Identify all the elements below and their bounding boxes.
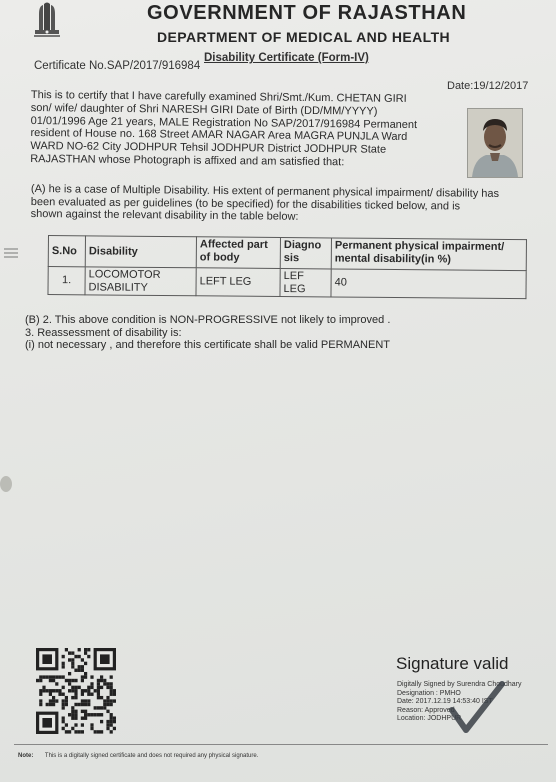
intro-line: RAJASTHAN whose Photograph is affixed and am satisfied that: bbox=[30, 152, 345, 169]
certificate-number: Certificate No.SAP/2017/916984 bbox=[34, 60, 201, 72]
header-disability: Disability bbox=[85, 236, 196, 268]
table-header-row bbox=[48, 236, 526, 271]
intro-line: resident of House no. 168 Street AMAR NAGAR Area MAGRA PUNJLA Ward bbox=[30, 127, 408, 144]
signature-detail-line: Designation : PMHO bbox=[397, 689, 461, 697]
intro-line: This is to certify that I have carefully examined Shri/Smt./Kum. CHETAN GIRI bbox=[30, 89, 407, 105]
intro-paragraph bbox=[30, 89, 461, 170]
section-a bbox=[31, 183, 541, 226]
cell-disability: LOCOMOTOR DISABILITY bbox=[85, 267, 196, 296]
certificate-date: Date:19/12/2017 bbox=[447, 80, 529, 92]
disability-table bbox=[47, 235, 527, 299]
section-a-line: shown against the relevant disability in the table below: bbox=[30, 207, 299, 223]
punch-hole bbox=[0, 476, 12, 492]
qr-code-icon bbox=[36, 648, 116, 734]
note-label: Note: bbox=[18, 753, 34, 759]
header-sno: S.No bbox=[48, 236, 85, 267]
note-text: This is a digitally signed certificate and does not required any physical signature. bbox=[44, 753, 259, 759]
form-title: Disability Certificate (Form-IV) bbox=[204, 52, 369, 64]
table-row bbox=[48, 267, 526, 299]
header-affected-part: Affected part of body bbox=[196, 237, 280, 269]
intro-line: 01/01/1996 Age 21 years, MALE Registration No SAP/2017/916984 Permanent bbox=[30, 114, 418, 131]
section-b bbox=[25, 314, 390, 352]
applicant-photo bbox=[467, 108, 523, 178]
signature-detail-line: Location: JODHPUR bbox=[397, 715, 462, 722]
cell-affected-part: LEFT LEG bbox=[196, 268, 280, 297]
footer-divider bbox=[14, 744, 548, 745]
cell-percent: 40 bbox=[331, 269, 526, 299]
header-percent: Permanent physical impairment/ mental disability(in %) bbox=[331, 238, 526, 271]
header-diagnosis: Diagno sis bbox=[280, 238, 331, 269]
valid-checkmark-icon bbox=[448, 680, 508, 740]
signature-detail-line: Reason: Approved bbox=[397, 706, 455, 714]
section-a-line: (A) he is a case of Multiple Disability. His extent of permanent physical impairment/ disability has bbox=[30, 183, 500, 200]
section-b-line: (i) not necessary , and therefore this certificate shall be valid PERMANENT bbox=[25, 339, 390, 351]
section-b-line: (B) 2. This above condition is NON-PROGRESSIVE not likely to improved . bbox=[25, 314, 391, 326]
cell-diagnosis: LEF LEG bbox=[280, 269, 331, 297]
department-heading: DEPARTMENT OF MEDICAL AND HEALTH bbox=[157, 29, 451, 45]
signature-detail-line: Date: 2017.12.19 14:53:40 IST bbox=[397, 698, 493, 705]
section-b-line: 3. Reassessment of disability is: bbox=[25, 326, 182, 339]
intro-line: WARD NO-62 City JODHPUR Tehsil JODHPUR District JODHPUR State bbox=[30, 140, 387, 156]
cell-sno: 1. bbox=[48, 267, 85, 295]
signature-detail-line: Digitally Signed by Surendra Choudhary bbox=[397, 681, 522, 688]
section-a-line: been evaluated as per guidelines (to be specified) for the disabilities ticked below, and is bbox=[30, 195, 461, 212]
footer-note bbox=[18, 753, 258, 759]
state-emblem-icon bbox=[30, 0, 64, 38]
government-heading: GOVERNMENT OF RAJASTHAN bbox=[147, 2, 467, 24]
margin-mark-icon bbox=[4, 243, 20, 261]
signature-status: Signature valid bbox=[396, 654, 509, 673]
intro-line: son/ wife/ daughter of Shri NARESH GIRI Date of Birth (DD/MM/YYYY) bbox=[30, 101, 378, 118]
